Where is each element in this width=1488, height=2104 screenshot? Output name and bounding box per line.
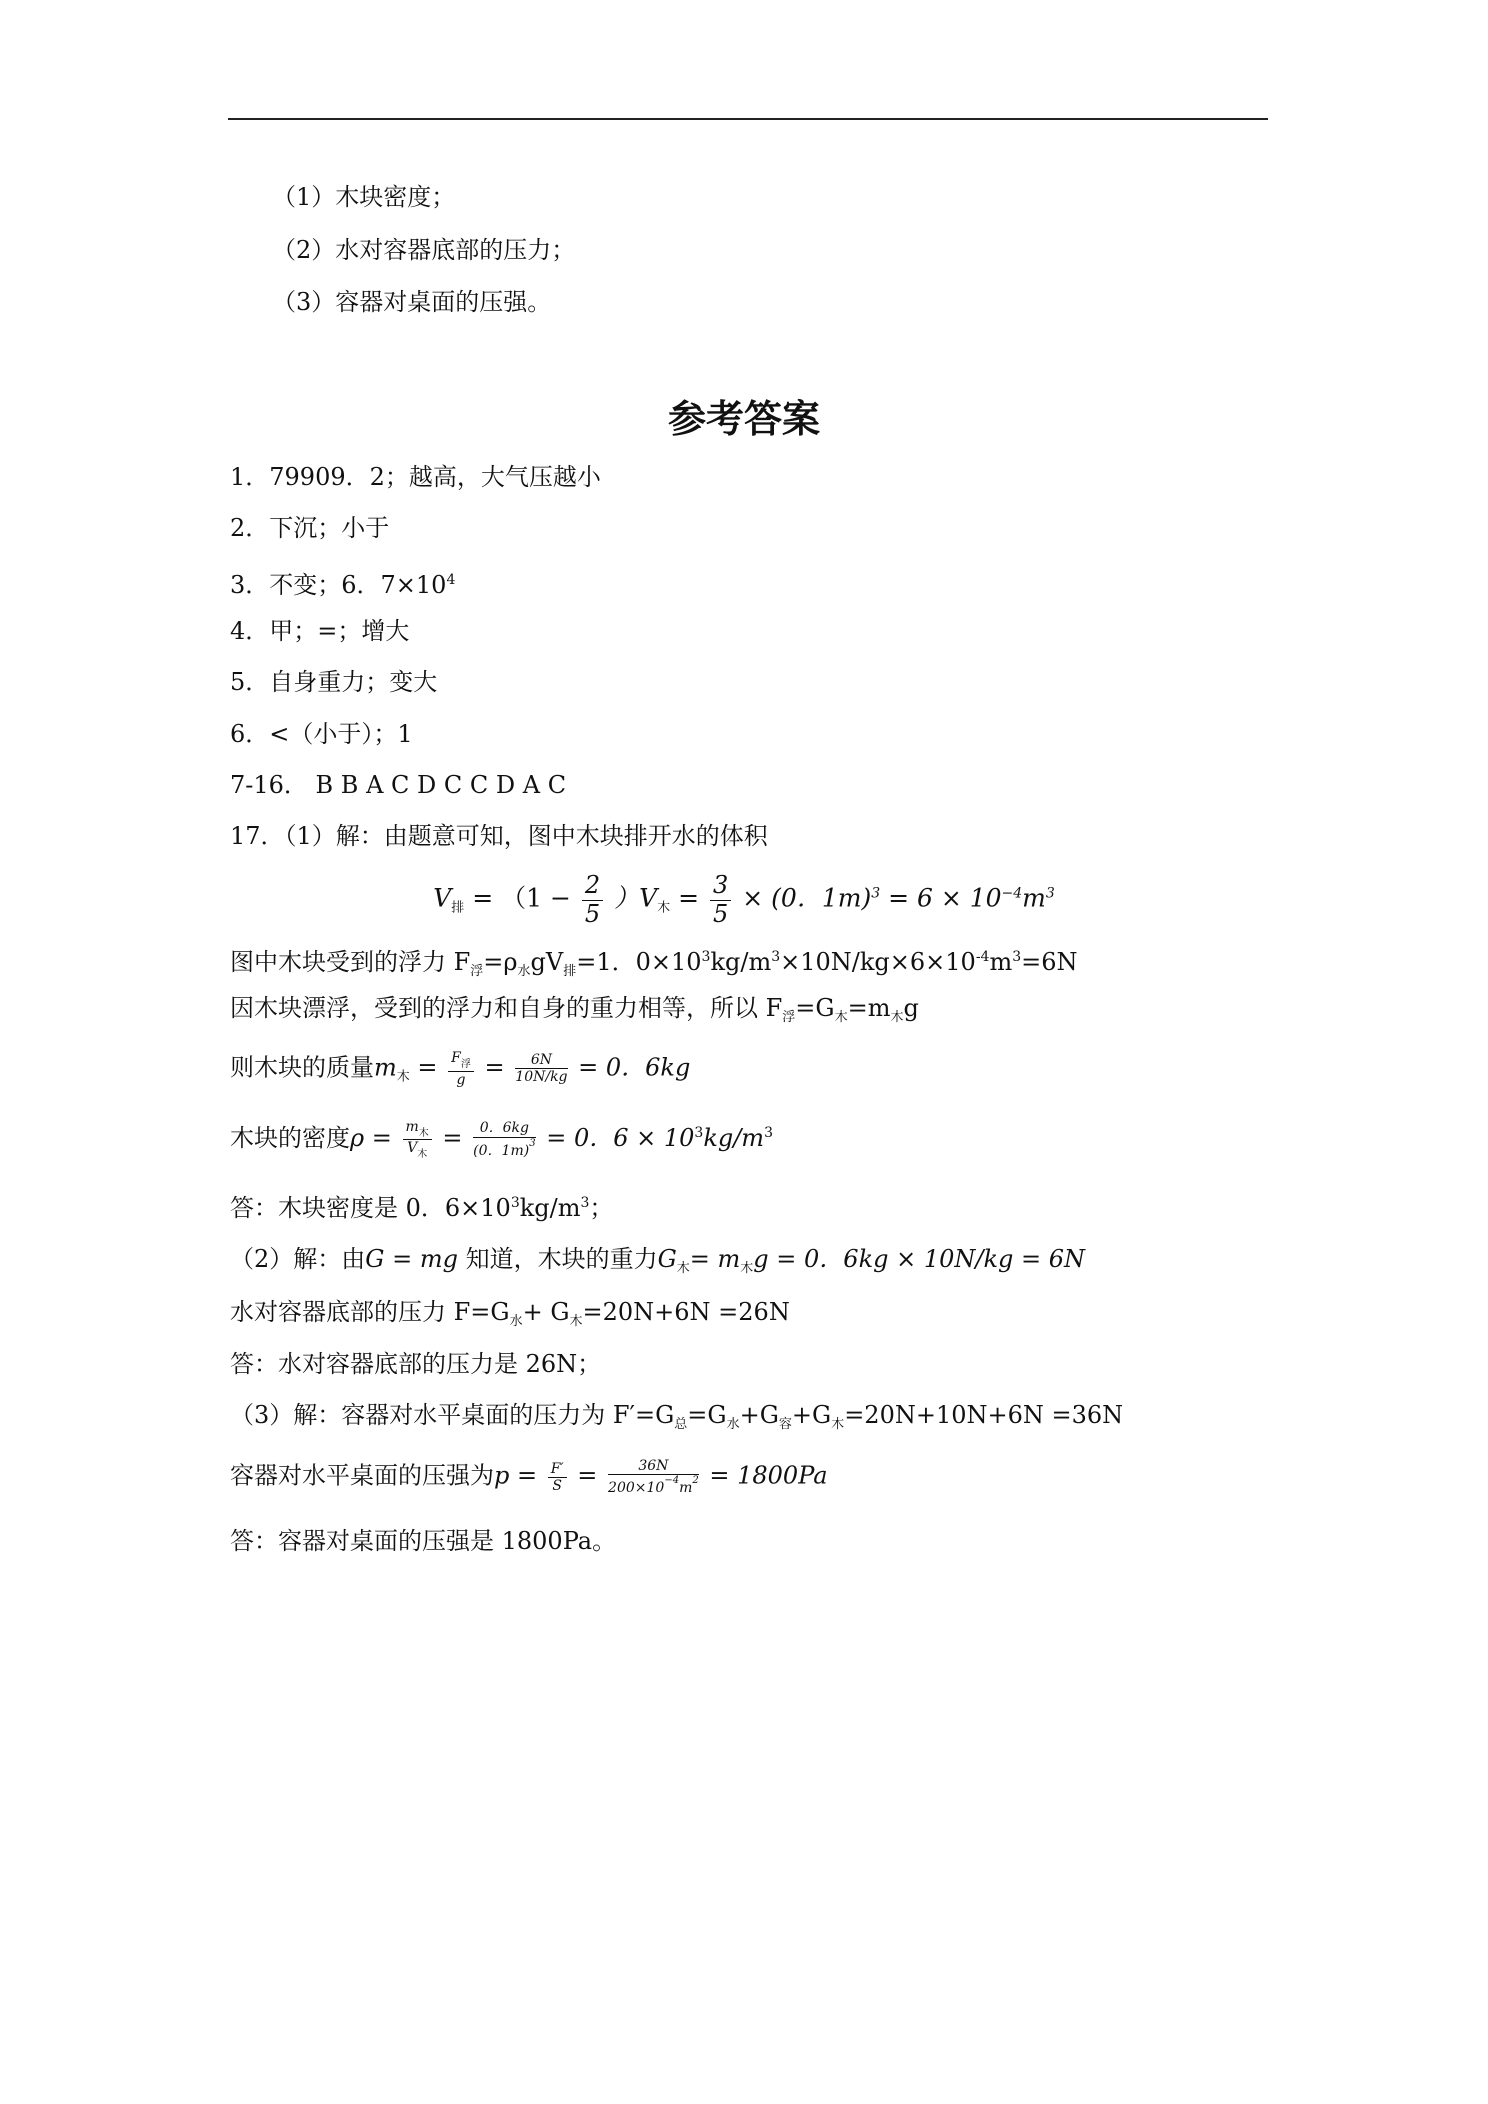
answer-5: 5．自身重力；变大: [230, 668, 438, 696]
answer-part1: 答：木块密度是 0．$6\times 10^3kg/m^3$；: [230, 1194, 614, 1222]
header-rule: [228, 118, 1268, 120]
fraction-mass-values: $\frac{6N}{10N/kg}$: [515, 1052, 568, 1086]
answer-7-16: 7-16． B B A C D C C D A C: [230, 771, 567, 799]
water-force-line: 水对容器底部的压力 $F=G_水+ G_木=20N+6N =26N$: [230, 1298, 790, 1329]
answer-part2: 答：水对容器底部的压力是 26N；: [230, 1350, 602, 1378]
fraction-three-fifths: $\frac{3}{5}$: [710, 872, 731, 928]
buoyancy-line: 图中木块受到的浮力 $F_浮=\rho_水gV_排=1$．$0\times 10^3kg/m^3\times 10N/kg\times 6\times 10^{-4}m^3=6N$: [230, 948, 1078, 979]
answer-4: 4．甲；=；增大: [230, 617, 410, 645]
question-1: （1）木块密度；: [272, 183, 456, 211]
fraction-pressure-values: $\frac{36N}{200\times 10^{-4}m^2}$: [608, 1458, 699, 1497]
answer-part3: 答：容器对桌面的压强是 1800Pa。: [230, 1527, 617, 1555]
answer-17-intro: 17．（1）解：由题意可知，图中木块排开水的体积: [230, 822, 768, 850]
part2-line: （2）解：由G = mg 知道，木块的重力$G_木= m_木g = 0$．6kg × 10N/kg = 6N: [230, 1245, 1086, 1276]
density-line: 木块的密度ρ = $\frac{m_木}{V_木}$ = $\frac{0.6kg}{(0.1m)^3}$ = 0．$6 \times 10^3kg/m^3$: [230, 1118, 773, 1160]
fraction-buoyancy-over-g: $\frac{F_浮}{g}$: [448, 1050, 474, 1088]
pressure-line: 容器对水平桌面的压强为p = $\frac{F'}{S}$ = $\frac{36N}{200\times 10^{-4}m^2}$ = 1800Pa: [230, 1458, 828, 1497]
question-2: （2）水对容器底部的压力；: [272, 236, 576, 264]
question-3: （3）容器对桌面的压强。: [272, 288, 552, 316]
fraction-density-values: $\frac{0.6kg}{(0.1m)^3}$: [473, 1120, 536, 1159]
part3-line: （3）解：容器对水平桌面的压力为 $F'=G_总=G_水+G_容+G_木=20N+10N+6N =36N$: [230, 1401, 1124, 1432]
mass-line: 则木块的质量$m_木$ = $\frac{F_浮}{g}$ = $\frac{6N}{10N/kg}$ = 0．6kg: [230, 1050, 691, 1088]
answer-2: 2．下沉；小于: [230, 514, 390, 542]
answer-3: 3．不变；6．$7\times 10^4$: [230, 571, 456, 599]
fraction-force-over-area: $\frac{F'}{S}$: [548, 1461, 567, 1494]
answers-title: 参考答案: [667, 397, 820, 441]
equation-displaced-volume: $V_排 = (1$ − $\frac{2}{5}$ ）$V_木$ = $\frac{3}{5}$ × (0．$1m)^3 = 6 \times 10^{-4}m^3$: [433, 871, 1055, 928]
answer-6: 6．<（小于）；1: [230, 720, 413, 748]
answer-1: 1．79909．2；越高，大气压越小: [230, 463, 601, 491]
float-line: 因木块漂浮，受到的浮力和自身的重力相等，所以 $F_浮=G_木=m_木g$: [230, 994, 919, 1025]
fraction-m-over-v: $\frac{m_木}{V_木}$: [403, 1119, 432, 1161]
fraction-two-fifths: $\frac{2}{5}$: [582, 872, 603, 928]
